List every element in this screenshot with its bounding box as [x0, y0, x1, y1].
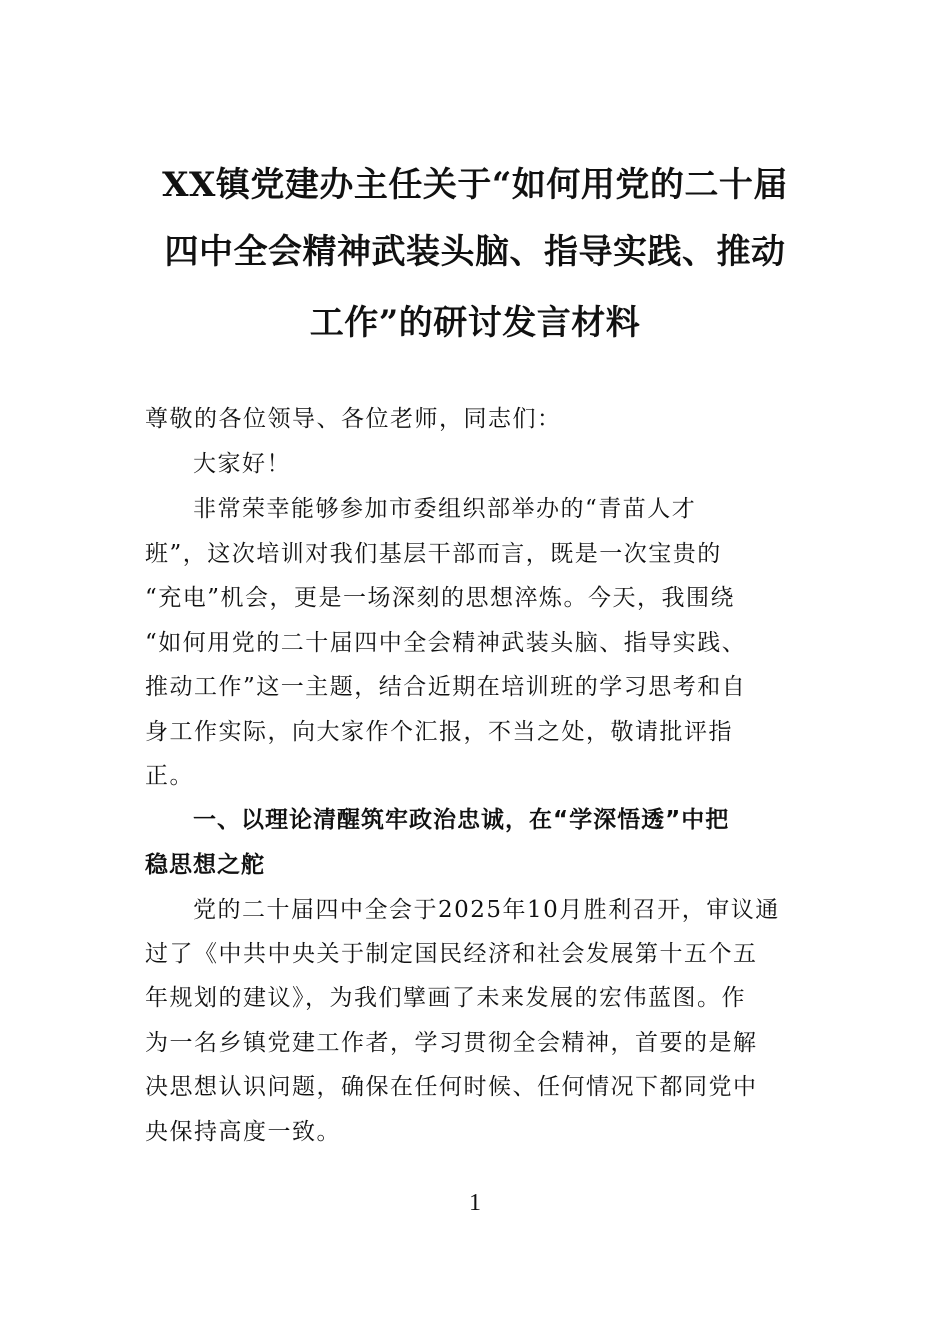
- section-body-line: 过了《中共中央关于制定国民经济和社会发展第十五个五: [145, 941, 758, 967]
- document-title-line-2: 四中全会精神武装头脑、指导实践、推动: [164, 232, 786, 272]
- section-heading-line: 稳思想之舵: [145, 852, 265, 878]
- intro-paragraph-line: “充电”机会，更是一场深刻的思想淬炼。今天，我围绕: [145, 585, 736, 611]
- section-body-line: 为一名乡镇党建工作者，学习贯彻全会精神，首要的是解: [145, 1030, 758, 1056]
- intro-paragraph-line: 非常荣幸能够参加市委组织部举办的“青苗人才: [193, 496, 697, 522]
- intro-paragraph-line: 推动工作”这一主题，结合近期在培训班的学习思考和自: [145, 674, 747, 700]
- intro-paragraph-line: 身工作实际，向大家作个汇报，不当之处，敬请批评指: [145, 719, 733, 745]
- section-body-line: 党的二十届四中全会于2025年10月胜利召开，审议通: [193, 897, 780, 923]
- section-body-line: 央保持高度一致。: [145, 1119, 341, 1145]
- section-heading-line: 一、以理论清醒筑牢政治忠诚，在“学深悟透”中把: [193, 807, 730, 833]
- document-title-line-1: XX镇党建办主任关于“如何用党的二十届: [162, 165, 788, 205]
- page-number: 1: [469, 1190, 481, 1216]
- document-title-line-3: 工作”的研讨发言材料: [309, 303, 641, 343]
- section-body-line: 年规划的建议》，为我们擘画了未来发展的宏伟蓝图。作: [145, 985, 746, 1011]
- salutation: 尊敬的各位领导、各位老师，同志们：: [145, 406, 562, 432]
- section-body-line: 决思想认识问题，确保在任何时候、任何情况下都同党中: [145, 1074, 758, 1100]
- greeting: 大家好！: [193, 451, 291, 477]
- intro-paragraph-line: “如何用党的二十届四中全会精神武装头脑、指导实践、: [145, 630, 747, 656]
- intro-paragraph-line: 正。: [145, 763, 194, 789]
- intro-paragraph-line: 班”，这次培训对我们基层干部而言，既是一次宝贵的: [145, 541, 722, 567]
